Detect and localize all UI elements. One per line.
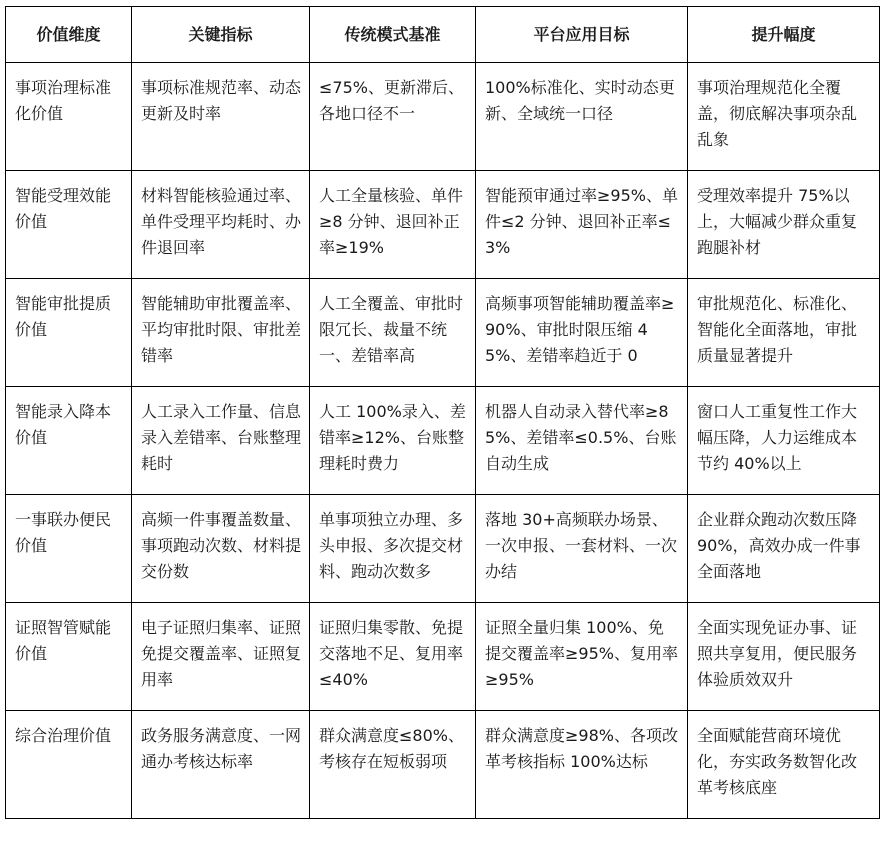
- cell-traditional-baseline: 单事项独立办理、多头申报、多次提交材料、跑动次数多: [310, 495, 476, 603]
- cell-key-indicators: 材料智能核验通过率、单件受理平均耗时、办件退回率: [132, 171, 310, 279]
- cell-key-indicators: 人工录入工作量、信息录入差错率、台账整理耗时: [132, 387, 310, 495]
- cell-value-dimension: 事项治理标准化价值: [6, 63, 132, 171]
- table-row: [6, 387, 880, 495]
- table-row: [6, 495, 880, 603]
- cell-traditional-baseline: 人工全覆盖、审批时限冗长、裁量不统一、差错率高: [310, 279, 476, 387]
- cell-traditional-baseline: 证照归集零散、免提交落地不足、复用率≤40%: [310, 603, 476, 711]
- cell-platform-target: 群众满意度≥98%、各项改革考核指标 100%达标: [476, 711, 688, 819]
- cell-platform-target: 落地 30+高频联办场景、一次申报、一套材料、一次办结: [476, 495, 688, 603]
- table-row: [6, 711, 880, 819]
- cell-key-indicators: 电子证照归集率、证照免提交覆盖率、证照复用率: [132, 603, 310, 711]
- header-traditional-baseline: 传统模式基准: [310, 7, 476, 63]
- cell-value-dimension: 证照智管赋能价值: [6, 603, 132, 711]
- cell-key-indicators: 政务服务满意度、一网通办考核达标率: [132, 711, 310, 819]
- table-row: [6, 279, 880, 387]
- cell-platform-target: 100%标准化、实时动态更新、全域统一口径: [476, 63, 688, 171]
- cell-value-dimension: 智能录入降本价值: [6, 387, 132, 495]
- cell-value-dimension: 智能受理效能价值: [6, 171, 132, 279]
- cell-improvement: 全面赋能营商环境优化，夯实政务数智化改革考核底座: [688, 711, 880, 819]
- header-improvement: 提升幅度: [688, 7, 880, 63]
- header-platform-target: 平台应用目标: [476, 7, 688, 63]
- cell-value-dimension: 一事联办便民价值: [6, 495, 132, 603]
- cell-key-indicators: 高频一件事覆盖数量、事项跑动次数、材料提交份数: [132, 495, 310, 603]
- cell-improvement: 企业群众跑动次数压降 90%，高效办成一件事全面落地: [688, 495, 880, 603]
- cell-traditional-baseline: ≤75%、更新滞后、各地口径不一: [310, 63, 476, 171]
- cell-improvement: 受理效率提升 75%以上，大幅减少群众重复跑腿补材: [688, 171, 880, 279]
- cell-improvement: 窗口人工重复性工作大幅压降，人力运维成本节约 40%以上: [688, 387, 880, 495]
- cell-traditional-baseline: 群众满意度≤80%、考核存在短板弱项: [310, 711, 476, 819]
- table-header-row: [6, 7, 880, 63]
- cell-value-dimension: 智能审批提质价值: [6, 279, 132, 387]
- table-container: [5, 6, 880, 819]
- table-row: [6, 603, 880, 711]
- cell-key-indicators: 智能辅助审批覆盖率、平均审批时限、审批差错率: [132, 279, 310, 387]
- cell-key-indicators: 事项标准规范率、动态更新及时率: [132, 63, 310, 171]
- table-row: [6, 63, 880, 171]
- cell-platform-target: 高频事项智能辅助覆盖率≥90%、审批时限压缩 45%、差错率趋近于 0: [476, 279, 688, 387]
- header-value-dimension: 价值维度: [6, 7, 132, 63]
- cell-improvement: 全面实现免证办事、证照共享复用，便民服务体验质效双升: [688, 603, 880, 711]
- cell-traditional-baseline: 人工 100%录入、差错率≥12%、台账整理耗时费力: [310, 387, 476, 495]
- cell-improvement: 审批规范化、标准化、智能化全面落地，审批质量显著提升: [688, 279, 880, 387]
- cell-value-dimension: 综合治理价值: [6, 711, 132, 819]
- table-row: [6, 171, 880, 279]
- cell-traditional-baseline: 人工全量核验、单件≥8 分钟、退回补正率≥19%: [310, 171, 476, 279]
- value-metrics-table: [5, 6, 880, 819]
- cell-platform-target: 智能预审通过率≥95%、单件≤2 分钟、退回补正率≤3%: [476, 171, 688, 279]
- header-key-indicators: 关键指标: [132, 7, 310, 63]
- cell-improvement: 事项治理规范化全覆盖，彻底解决事项杂乱乱象: [688, 63, 880, 171]
- cell-platform-target: 证照全量归集 100%、免提交覆盖率≥95%、复用率≥95%: [476, 603, 688, 711]
- cell-platform-target: 机器人自动录入替代率≥85%、差错率≤0.5%、台账自动生成: [476, 387, 688, 495]
